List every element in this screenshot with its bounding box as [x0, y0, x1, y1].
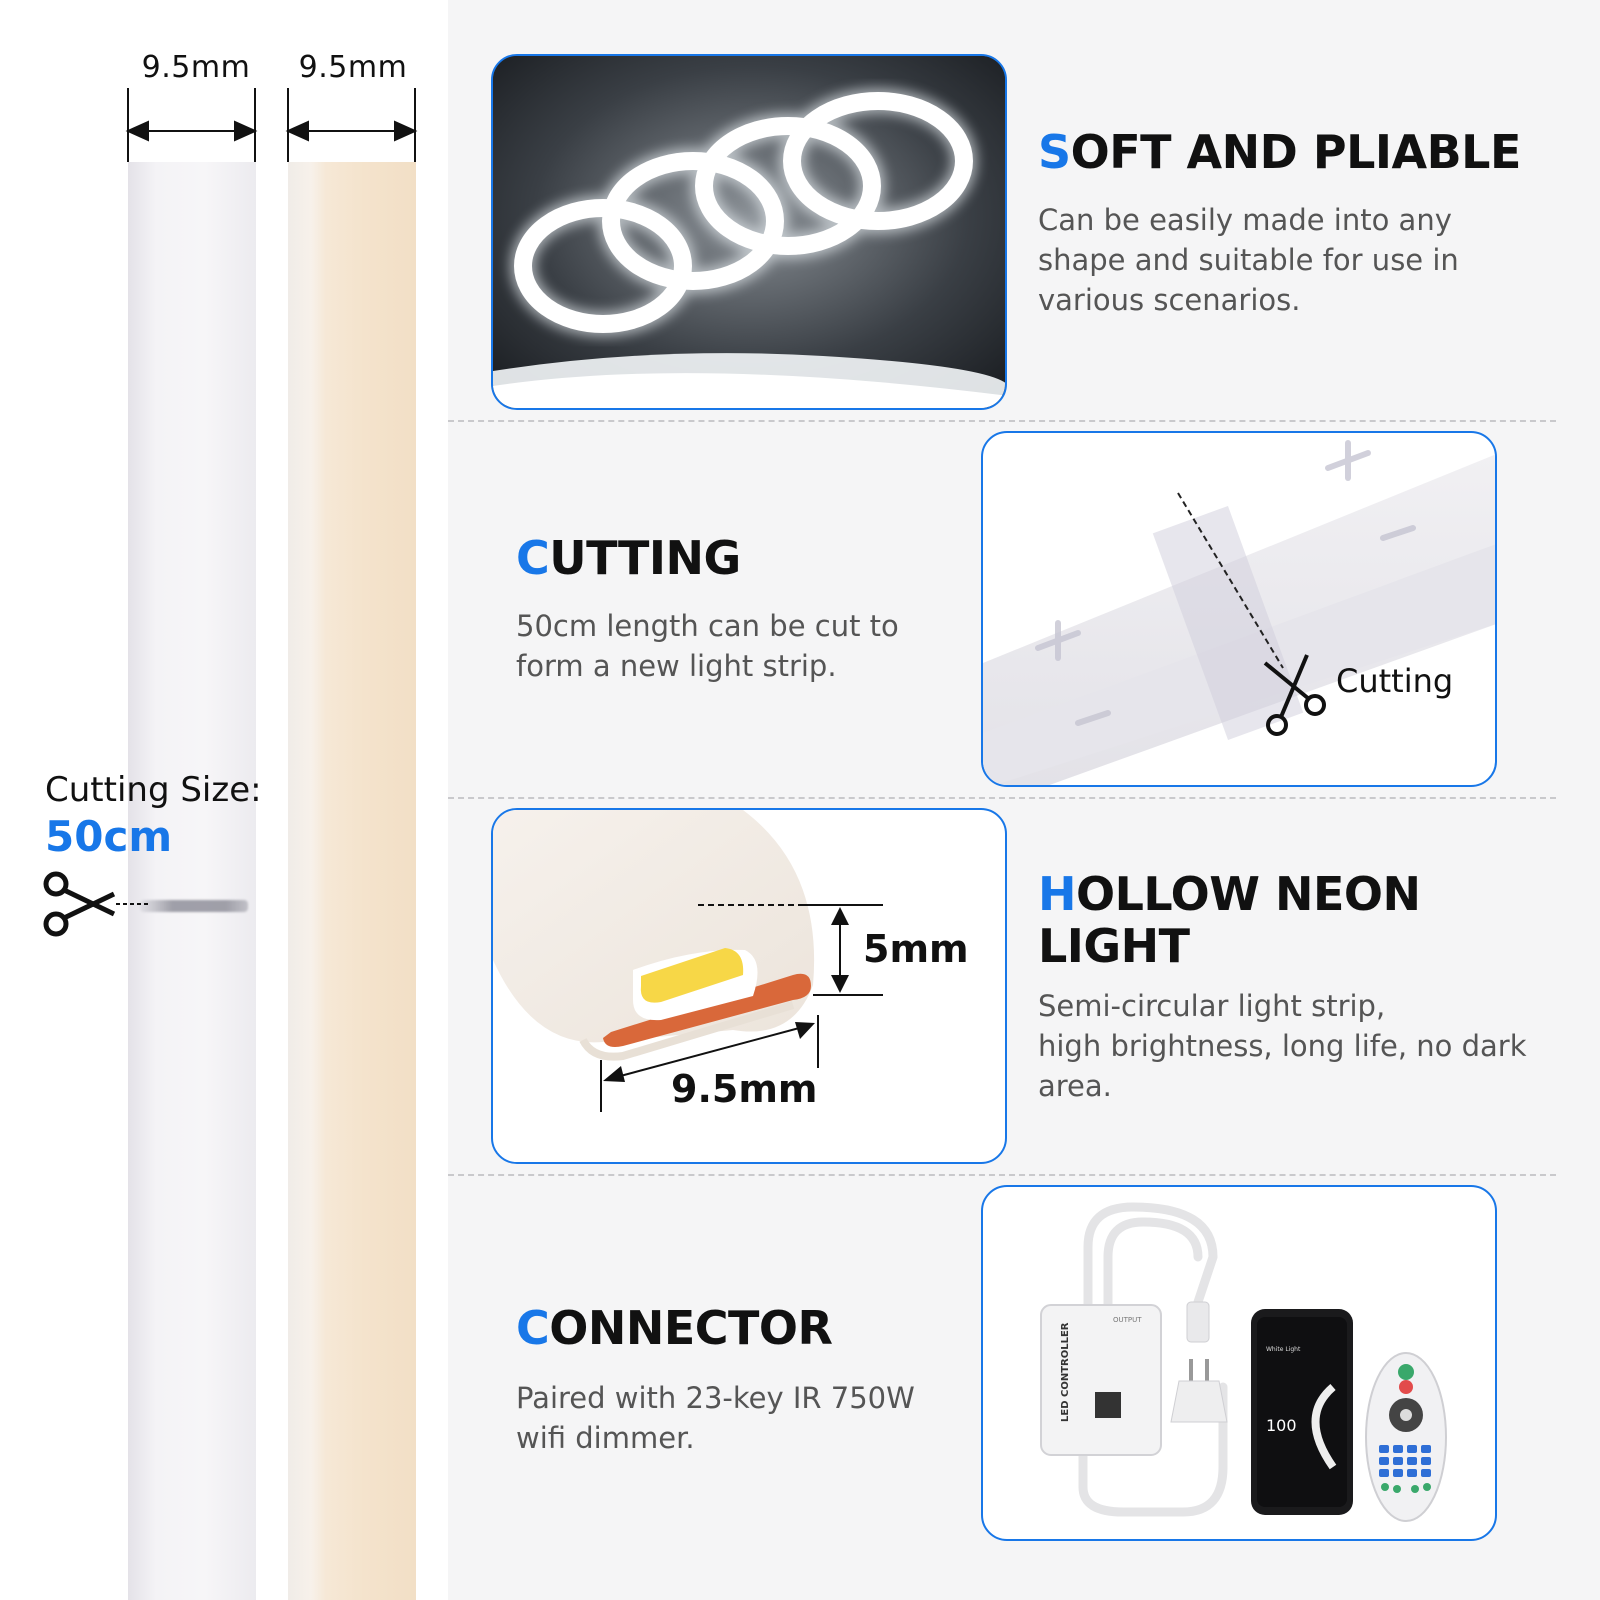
cutting-closeup-image — [981, 431, 1497, 787]
controller-kit-image — [981, 1185, 1497, 1541]
cutting-size-label: Cutting Size: — [45, 770, 262, 810]
hollow-neon-title: HOLLOW NEON LIGHT — [1038, 867, 1421, 973]
section-divider-2 — [448, 797, 1556, 799]
hollow-neon-description: Semi-circular light strip, high brightness, long life, no dark area. — [1038, 989, 1527, 1103]
section-divider-3 — [448, 1174, 1556, 1176]
width-dimension-label: 9.5mm — [671, 1067, 818, 1111]
svg-text:OUTPUT: OUTPUT — [1113, 1316, 1142, 1324]
strip-width-label-2: 9.5mm — [298, 50, 408, 85]
cutting-description: 50cm length can be cut to form a new light strip. — [516, 609, 899, 683]
connector-title: CONNECTOR — [516, 1301, 833, 1355]
coiled-strip-image — [491, 54, 1007, 410]
soft-pliable-description: Can be easily made into any shape and suitable for use in various scenarios. — [1038, 203, 1459, 317]
height-dimension-label: 5mm — [863, 927, 969, 971]
strip-width-label-1: 9.5mm — [141, 50, 251, 85]
cutting-size-value: 50cm — [45, 812, 173, 861]
phone-brightness-value: 100 — [1266, 1416, 1297, 1435]
soft-pliable-title: SOFT AND PLIABLE — [1038, 125, 1521, 179]
section-divider-1 — [448, 420, 1556, 422]
cutting-title: CUTTING — [516, 531, 741, 585]
cutting-image-label: Cutting — [1336, 662, 1454, 700]
cut-mark — [140, 900, 248, 912]
controller-label: LED CONTROLLER — [1060, 1322, 1071, 1422]
strip-comparison-panel — [0, 0, 448, 1600]
connector-description: Paired with 23-key IR 750W wifi dimmer. — [516, 1381, 915, 1455]
cross-section-image — [491, 808, 1007, 1164]
phone-screen-title: White Light — [1266, 1346, 1301, 1353]
scissors-icon — [40, 868, 150, 940]
